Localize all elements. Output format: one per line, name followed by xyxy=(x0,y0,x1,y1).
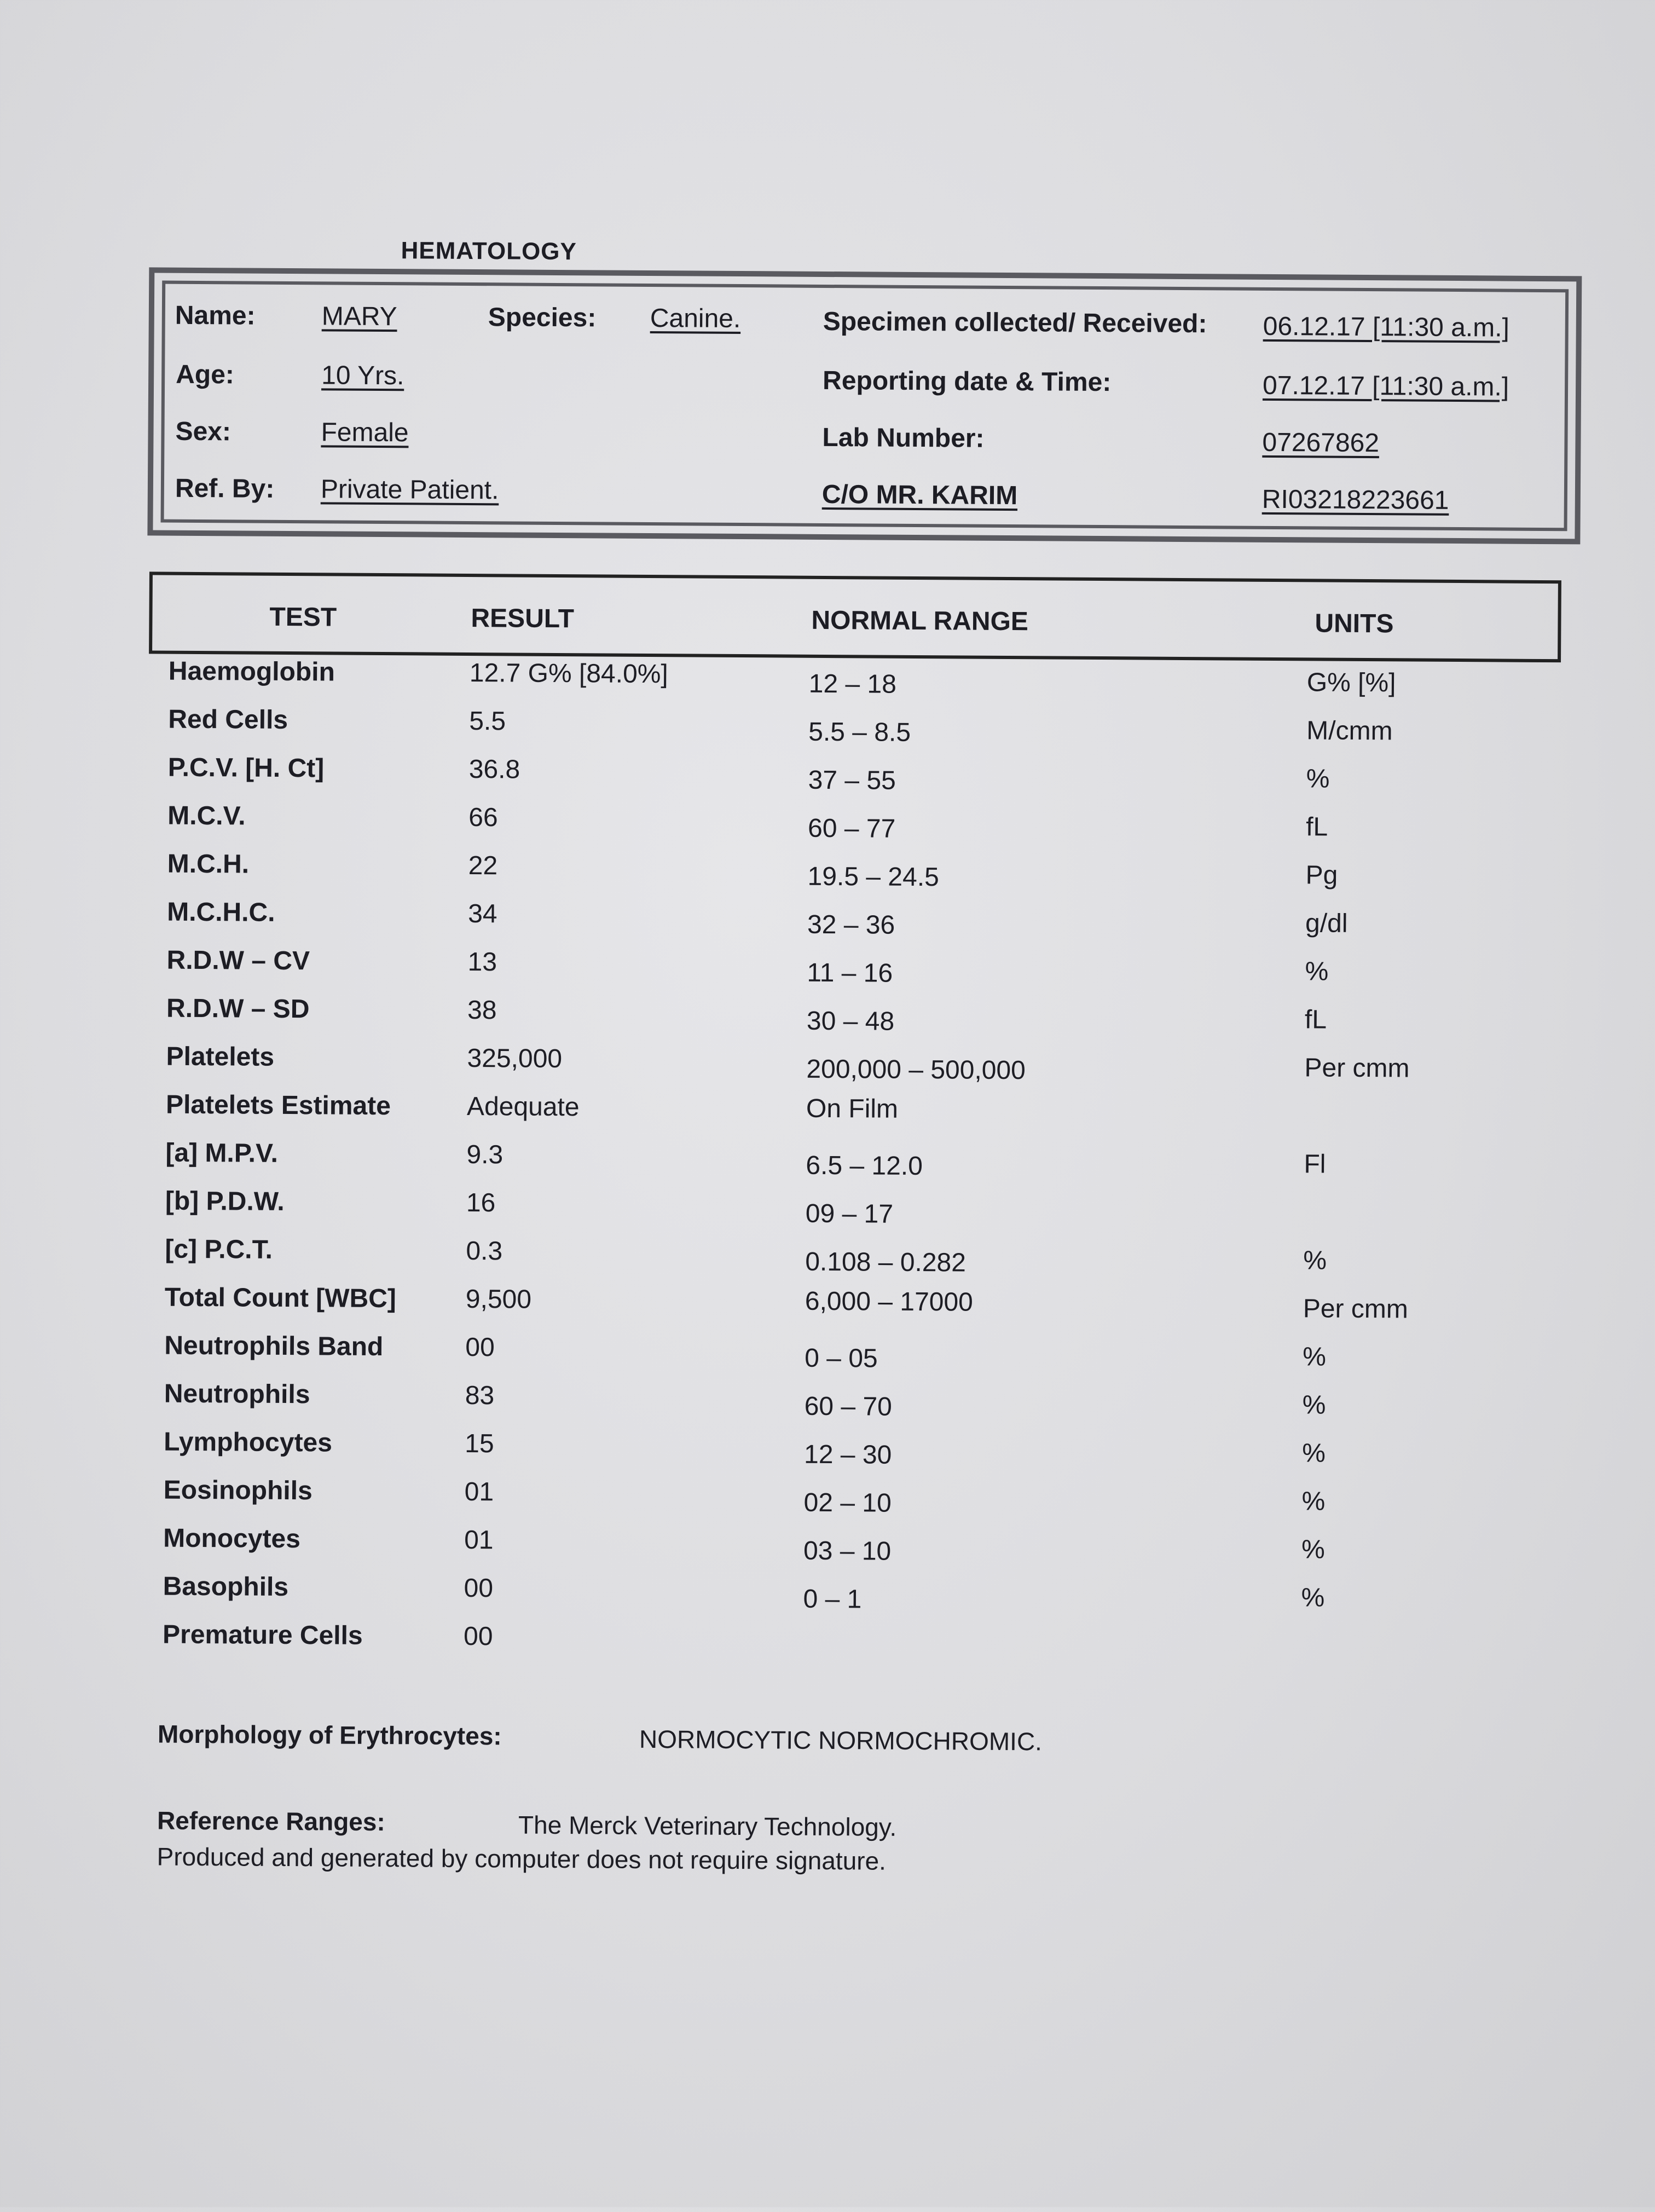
results-table-header xyxy=(149,571,1561,662)
test-range: 0 – 05 xyxy=(805,1343,878,1373)
test-result: 13 xyxy=(467,947,497,977)
test-name: Neutrophils Band xyxy=(164,1331,384,1362)
name-label: Name: xyxy=(175,301,256,331)
test-name: M.C.H.C. xyxy=(167,897,275,927)
test-result: 16 xyxy=(466,1188,496,1218)
specimen-value: 06.12.17 [11:30 a.m.] xyxy=(1263,311,1510,343)
test-name: Basophils xyxy=(163,1572,289,1602)
care-of-label: C/O MR. KARIM xyxy=(821,480,1018,511)
test-range: 6.5 – 12.0 xyxy=(806,1151,923,1181)
test-result: 36.8 xyxy=(468,755,520,784)
test-range: 5.5 – 8.5 xyxy=(808,717,911,747)
morphology-value: NORMOCYTIC NORMOCHROMIC. xyxy=(639,1724,1043,1756)
test-name: M.C.V. xyxy=(167,801,246,831)
test-unit: % xyxy=(1303,1246,1327,1275)
test-result: 01 xyxy=(464,1525,494,1555)
test-unit: Pg xyxy=(1305,860,1338,890)
test-name: Total Count [WBC] xyxy=(164,1283,397,1314)
table-row xyxy=(0,992,1653,1046)
test-name: Neutrophils xyxy=(164,1379,310,1410)
test-range: 0 – 1 xyxy=(803,1584,862,1614)
test-unit: % xyxy=(1306,764,1330,794)
test-result: 00 xyxy=(463,1621,493,1651)
reporting-label: Reporting date & Time: xyxy=(822,366,1112,397)
table-row xyxy=(0,1041,1653,1094)
care-of-value: RI03218223661 xyxy=(1261,484,1449,515)
ref-by-label: Ref. By: xyxy=(175,473,275,504)
test-name: [a] M.P.V. xyxy=(165,1138,279,1168)
test-name: Haemoglobin xyxy=(168,656,335,687)
table-row xyxy=(0,752,1654,805)
table-row xyxy=(0,1089,1652,1142)
reporting-value: 07.12.17 [11:30 a.m.] xyxy=(1262,371,1509,402)
test-range: 60 – 70 xyxy=(804,1391,893,1422)
header-units: UNITS xyxy=(1315,609,1394,639)
test-unit: Per cmm xyxy=(1304,1053,1410,1083)
test-range: 02 – 10 xyxy=(803,1488,892,1518)
test-range: 0.108 – 0.282 xyxy=(805,1247,967,1278)
test-result: 66 xyxy=(468,803,498,833)
test-name: Platelets xyxy=(166,1042,275,1072)
specimen-label: Specimen collected/ Received: xyxy=(823,307,1207,339)
age-label: Age: xyxy=(176,360,235,390)
lab-number-label: Lab Number: xyxy=(822,423,985,453)
table-row xyxy=(0,1474,1650,1528)
table-row xyxy=(0,1619,1649,1672)
table-row xyxy=(0,1330,1651,1383)
test-unit: % xyxy=(1302,1439,1326,1468)
age-value: 10 Yrs. xyxy=(321,361,404,391)
test-name: M.C.H. xyxy=(167,849,250,879)
name-value: MARY xyxy=(321,302,397,332)
test-range: 37 – 55 xyxy=(808,765,896,795)
test-result: 00 xyxy=(465,1332,495,1362)
test-name: Premature Cells xyxy=(162,1620,363,1650)
test-name: Red Cells xyxy=(168,704,288,735)
test-range: 6,000 – 17000 xyxy=(805,1286,973,1317)
species-label: Species: xyxy=(488,303,597,333)
test-result: 01 xyxy=(464,1477,494,1507)
header-result: RESULT xyxy=(471,604,575,634)
test-name: R.D.W – CV xyxy=(166,945,310,976)
test-result: 0.3 xyxy=(466,1236,503,1266)
species-value: Canine. xyxy=(650,304,741,334)
test-unit: Per cmm xyxy=(1303,1294,1408,1324)
table-row xyxy=(0,1233,1652,1287)
test-unit: % xyxy=(1301,1583,1325,1613)
test-unit: fL xyxy=(1306,812,1328,842)
test-range: 09 – 17 xyxy=(805,1199,894,1229)
computer-generated-disclaimer: Produced and generated by computer does not require signature. xyxy=(157,1842,887,1875)
test-range: 32 – 36 xyxy=(807,910,895,940)
reference-ranges-value: The Merck Veterinary Technology. xyxy=(518,1810,897,1841)
table-row xyxy=(0,1281,1651,1335)
lab-number-value: 07267862 xyxy=(1262,428,1380,458)
test-unit: g/dl xyxy=(1305,909,1348,938)
test-result: 9.3 xyxy=(466,1140,504,1170)
table-row xyxy=(0,1185,1652,1239)
test-result: 22 xyxy=(468,851,498,881)
test-unit: M/cmm xyxy=(1306,716,1393,746)
test-range: 19.5 – 24.5 xyxy=(807,862,939,892)
sex-value: Female xyxy=(321,418,409,448)
test-name: Lymphocytes xyxy=(164,1427,333,1458)
ref-by-value: Private Patient. xyxy=(320,475,499,505)
test-name: [c] P.C.T. xyxy=(165,1234,273,1264)
report-title: HEMATOLOGY xyxy=(401,237,577,265)
test-name: R.D.W – SD xyxy=(166,994,310,1024)
table-row xyxy=(0,800,1654,853)
test-name: [b] P.D.W. xyxy=(165,1186,285,1216)
test-range: 30 – 48 xyxy=(806,1006,895,1036)
test-name: Eosinophils xyxy=(163,1475,313,1506)
test-name: P.C.V. [H. Ct] xyxy=(167,753,325,783)
test-result: 38 xyxy=(467,995,497,1025)
test-unit: fL xyxy=(1304,1005,1327,1035)
reference-ranges-label: Reference Ranges: xyxy=(157,1806,385,1836)
test-name: Platelets Estimate xyxy=(165,1090,391,1121)
table-row xyxy=(0,1378,1651,1431)
test-range: 11 – 16 xyxy=(807,958,893,988)
test-unit: % xyxy=(1301,1487,1326,1516)
test-unit: G% [%] xyxy=(1306,668,1396,698)
table-row xyxy=(0,1426,1650,1480)
test-range: 60 – 77 xyxy=(807,813,896,844)
table-row xyxy=(0,1522,1650,1576)
header-normal-range: NORMAL RANGE xyxy=(811,605,1029,637)
test-range: 12 – 30 xyxy=(803,1440,892,1470)
table-row xyxy=(0,944,1653,998)
table-row xyxy=(0,703,1654,757)
sex-label: Sex: xyxy=(175,417,232,447)
test-result: Adequate xyxy=(466,1091,580,1122)
test-result: 325,000 xyxy=(467,1043,563,1074)
table-row xyxy=(0,1570,1650,1624)
test-result: 12.7 G% [84.0%] xyxy=(469,659,668,689)
test-result: 15 xyxy=(465,1429,494,1459)
test-range: On Film xyxy=(806,1094,899,1124)
test-unit: % xyxy=(1301,1535,1325,1564)
table-row xyxy=(0,848,1654,902)
test-result: 83 xyxy=(465,1381,495,1411)
test-unit: % xyxy=(1305,957,1329,986)
test-range: 03 – 10 xyxy=(803,1536,892,1566)
table-row xyxy=(0,1137,1652,1191)
table-row xyxy=(0,896,1653,950)
header-test: TEST xyxy=(269,602,337,632)
test-unit: % xyxy=(1302,1390,1326,1420)
morphology-label: Morphology of Erythrocytes: xyxy=(157,1719,502,1751)
table-row xyxy=(0,655,1655,709)
test-range: 200,000 – 500,000 xyxy=(806,1054,1026,1085)
test-unit: Fl xyxy=(1304,1150,1326,1179)
test-result: 5.5 xyxy=(469,707,506,736)
test-result: 9,500 xyxy=(465,1284,532,1314)
test-unit: % xyxy=(1303,1342,1327,1372)
test-range: 12 – 18 xyxy=(808,669,897,699)
test-result: 00 xyxy=(464,1573,494,1603)
test-name: Monocytes xyxy=(163,1523,301,1554)
test-result: 34 xyxy=(468,899,497,929)
